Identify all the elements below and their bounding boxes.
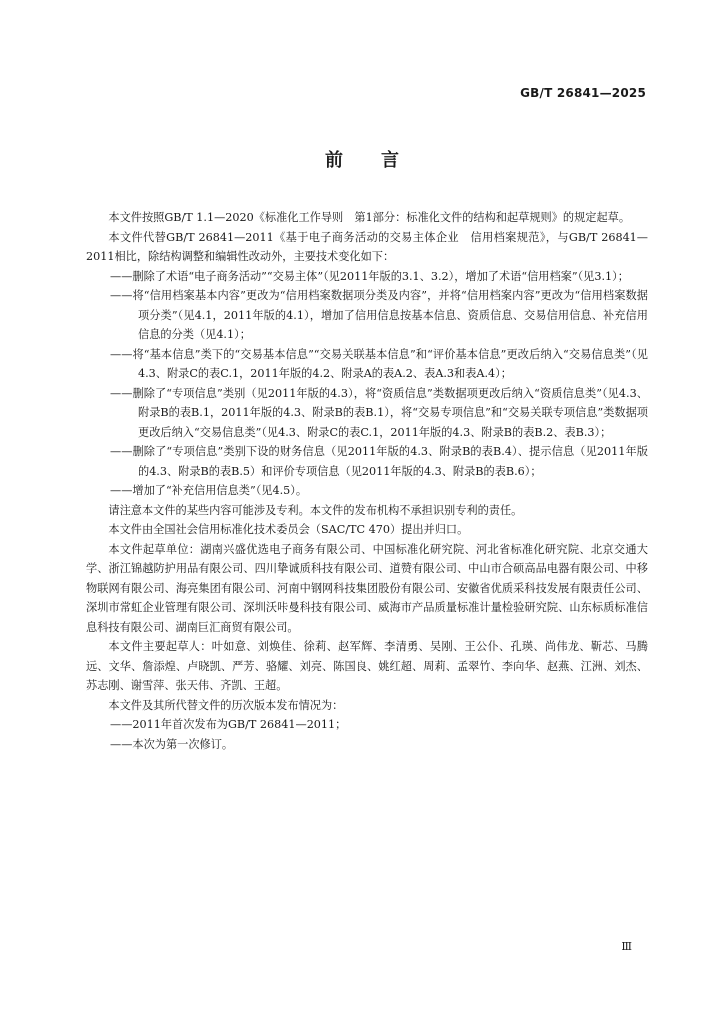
title-char-2: 言 (381, 150, 399, 171)
paragraph-history-intro: 本文件及其所代替文件的历次版本发布情况为： (108, 698, 344, 712)
paragraph-drafting-units: 本文件起草单位：湖南兴盛优选电子商务有限公司、中国标准化研究院、河北省标准化研究院、北京交通大学、浙江锦越防护用品有限公司、四川挚诚质科技有限公司、道赞有限公司、中山市合硕高品电器有限公司、中移物联网有限公司、海亮集团有限公司、河南中钢网科技集团股份有限公司、安徽省优质采科技发展有限责任公司、深圳市常虹企业管理有限公司、深圳沃咔曼科技有限公司、威海市产品质量标准计量检验研究院、山东标质标准信息科技有限公司、湖南巨汇商贸有限公司。 (86, 542, 648, 634)
paragraph-replacement: 本文件代替GB/T 26841—2011《基于电子商务活动的交易主体企业 信用档案规范》，与GB/T 26841—2011相比，除结构调整和编辑性改动外，主要技术变化如下： (86, 230, 648, 263)
change-item: ——删除了“专项信息”类别下设的财务信息（见2011年版的4.3、附录B的表B.4）、提示信息（见2011年版的4.3、附录B的表B.5）和评价专项信息（见2011年版的4.3、附录B的表B.6）； (110, 445, 648, 478)
paragraph-proposer: 本文件由全国社会信用标准化技术委员会（SAC/TC 470）提出并归口。 (108, 523, 469, 536)
history-item: ——本次为第一次修订。 (110, 737, 234, 751)
paragraph-drafting-rule: 本文件按照GB/T 1.1—2020《标准化工作导则 第1部分：标准化文件的结构和起草规则》的规定起草。 (108, 211, 631, 224)
paragraph-drafters: 本文件主要起草人：叶如意、刘焕佳、徐莉、赵军辉、李清勇、吴刚、王公仆、孔瑛、尚伟龙、靳芯、马腾远、文华、詹添煌、卢晓凯、严芳、骆耀、刘亮、陈国良、姚红超、周莉、孟翠竹、李向华、赵燕、江洲、刘杰、苏志刚、谢雪萍、张天伟、齐凯、王超。 (86, 640, 648, 692)
change-item: ——删除了“专项信息”类别（见2011年版的4.3），将“资质信息”类数据项更改后纳入“资质信息类”（见4.3、附录B的表B.1，2011年版的4.3、附录B的表B.1），将“交易专项信息”和“交易关联专项信息”类数据项更改后纳入“交易信息类”（见4.3、附录C的表C.1，2011年版的4.3、附录B的表B.2、表B.3）； (110, 386, 648, 439)
standard-number: GB/T 26841—2025 (520, 86, 646, 100)
page-title (0, 146, 724, 172)
change-item: ——将“信用档案基本内容”更改为“信用档案数据项分类及内容”，并将“信用档案内容”更改为“信用档案数据项分类”（见4.1，2011年版的4.1），增加了信用信息按基本信息、资质信息、交易信用信息、补充信用信息的分类（见4.1）； (110, 289, 648, 341)
change-item: ——删除了术语“电子商务活动”“交易主体”（见2011年版的3.1、3.2），增加了术语“信用档案”（见3.1）； (110, 269, 629, 283)
change-item: ——将“基本信息”类下的“交易基本信息”“交易关联基本信息”和“评价基本信息”更改后纳入“交易信息类”（见4.3、附录C的表C.1，2011年版的4.2、附录A的表A.2、表A.3和表A.4）； (110, 347, 648, 380)
title-char-1: 前 (325, 150, 343, 171)
history-item: ——2011年首次发布为GB/T 26841—2011； (110, 718, 347, 731)
foreword-body (86, 208, 648, 754)
paragraph-patent-notice: 请注意本文件的某些内容可能涉及专利。本文件的发布机构不承担识别专利的责任。 (108, 503, 523, 517)
page-number: Ⅲ (621, 940, 632, 953)
change-item: ——增加了“补充信用信息类”（见4.5）。 (110, 484, 308, 497)
